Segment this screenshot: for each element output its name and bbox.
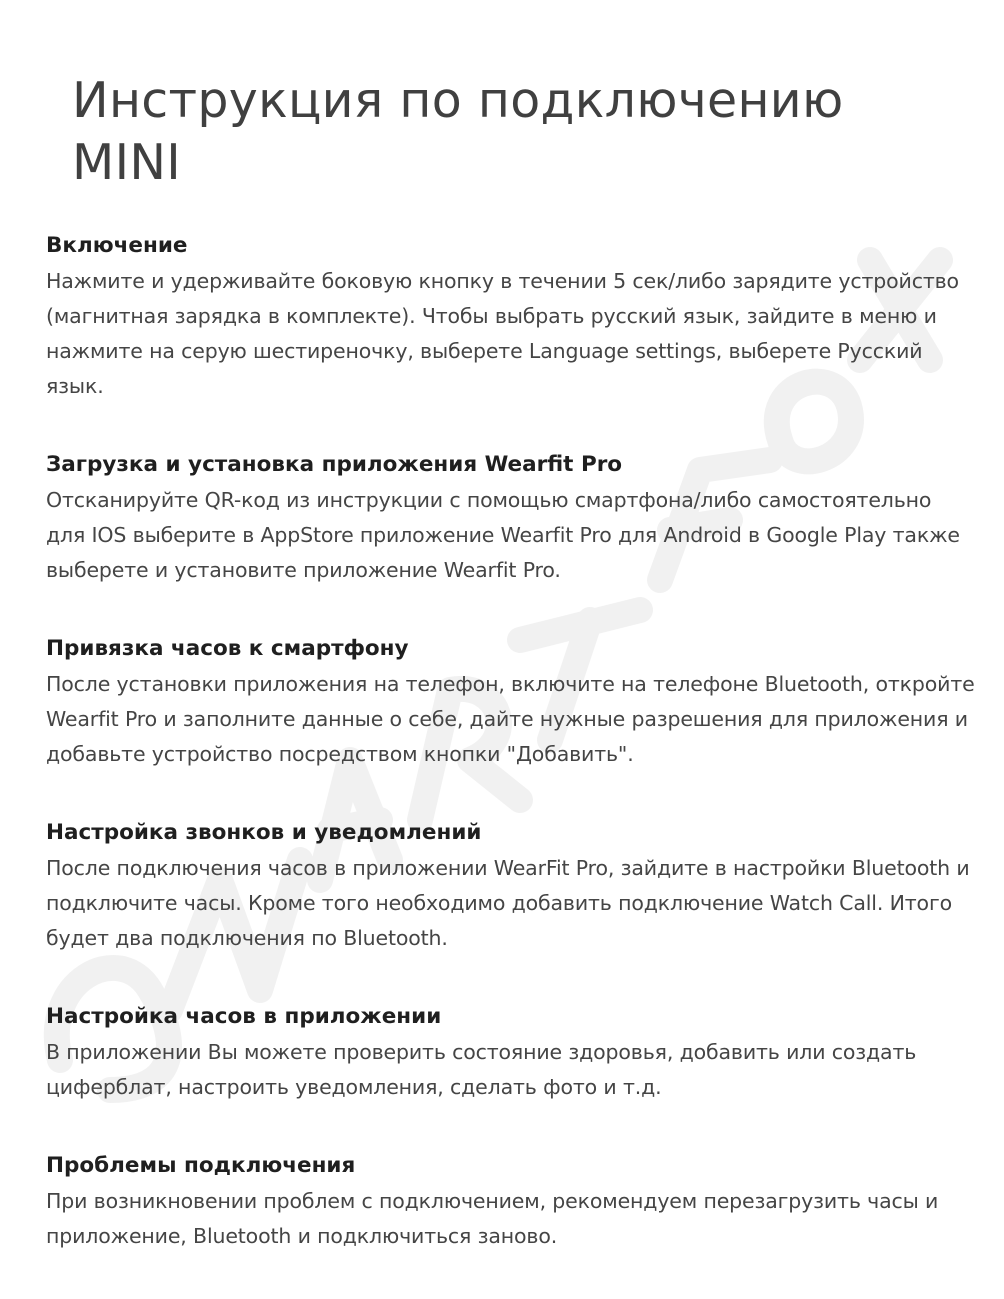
section-app-settings <box>46 1001 976 1105</box>
section-body: После подключения часов в приложении WearFit Pro, зайдите в настройки Bluetooth и подключите часы. Кроме того необходимо добавить подключение Watch Call. Итого будет два подключения по Bluetooth. <box>46 856 970 950</box>
section-app-install <box>46 449 976 588</box>
section-calls-notifications <box>46 817 976 956</box>
section-body: После установки приложения на телефон, включите на телефоне Bluetooth, откройте Wearfit Pro и заполните данные о себе, дайте нужные разрешения для приложения и добавьте устройство посредством кнопки "Добавить". <box>46 672 975 766</box>
title-line-1: Инструкция по подключению <box>72 72 844 129</box>
section-body: Нажмите и удерживайте боковую кнопку в течении 5 сек/либо зарядите устройство (магнитная зарядка в комплекте). Чтобы выбрать русский язык, зайдите в меню и нажмите на серую шестиреночку, выберете Language settings, выберете Русский язык. <box>46 269 959 398</box>
section-body: В приложении Вы можете проверить состояние здоровья, добавить или создать циферблат, настроить уведомления, сделать фото и т.д. <box>46 1040 917 1099</box>
section-body: При возникновении проблем с подключением, рекомендуем перезагрузить часы и приложение, Bluetooth и подключиться заново. <box>46 1189 939 1248</box>
section-heading: Настройка звонков и уведомлений <box>46 820 482 845</box>
section-pairing <box>46 633 976 772</box>
section-connection-problems <box>46 1150 976 1254</box>
section-power-on <box>46 230 976 404</box>
section-heading: Настройка часов в приложении <box>46 1004 442 1029</box>
sections-list <box>46 230 976 1254</box>
section-heading: Включение <box>46 233 188 258</box>
section-body: Отсканируйте QR-код из инструкции с помощью смартфона/либо самостоятельно для IOS выберите в AppStore приложение Wearfit Pro для Android в Google Play также выберете и установите приложение Wearfit Pro. <box>46 488 960 582</box>
page-title <box>72 70 976 194</box>
instruction-page <box>46 70 976 1299</box>
section-heading: Привязка часов к смартфону <box>46 636 409 661</box>
title-line-2: MINI <box>72 134 182 191</box>
section-heading: Загрузка и установка приложения Wearfit Pro <box>46 452 623 477</box>
section-heading: Проблемы подключения <box>46 1153 356 1178</box>
